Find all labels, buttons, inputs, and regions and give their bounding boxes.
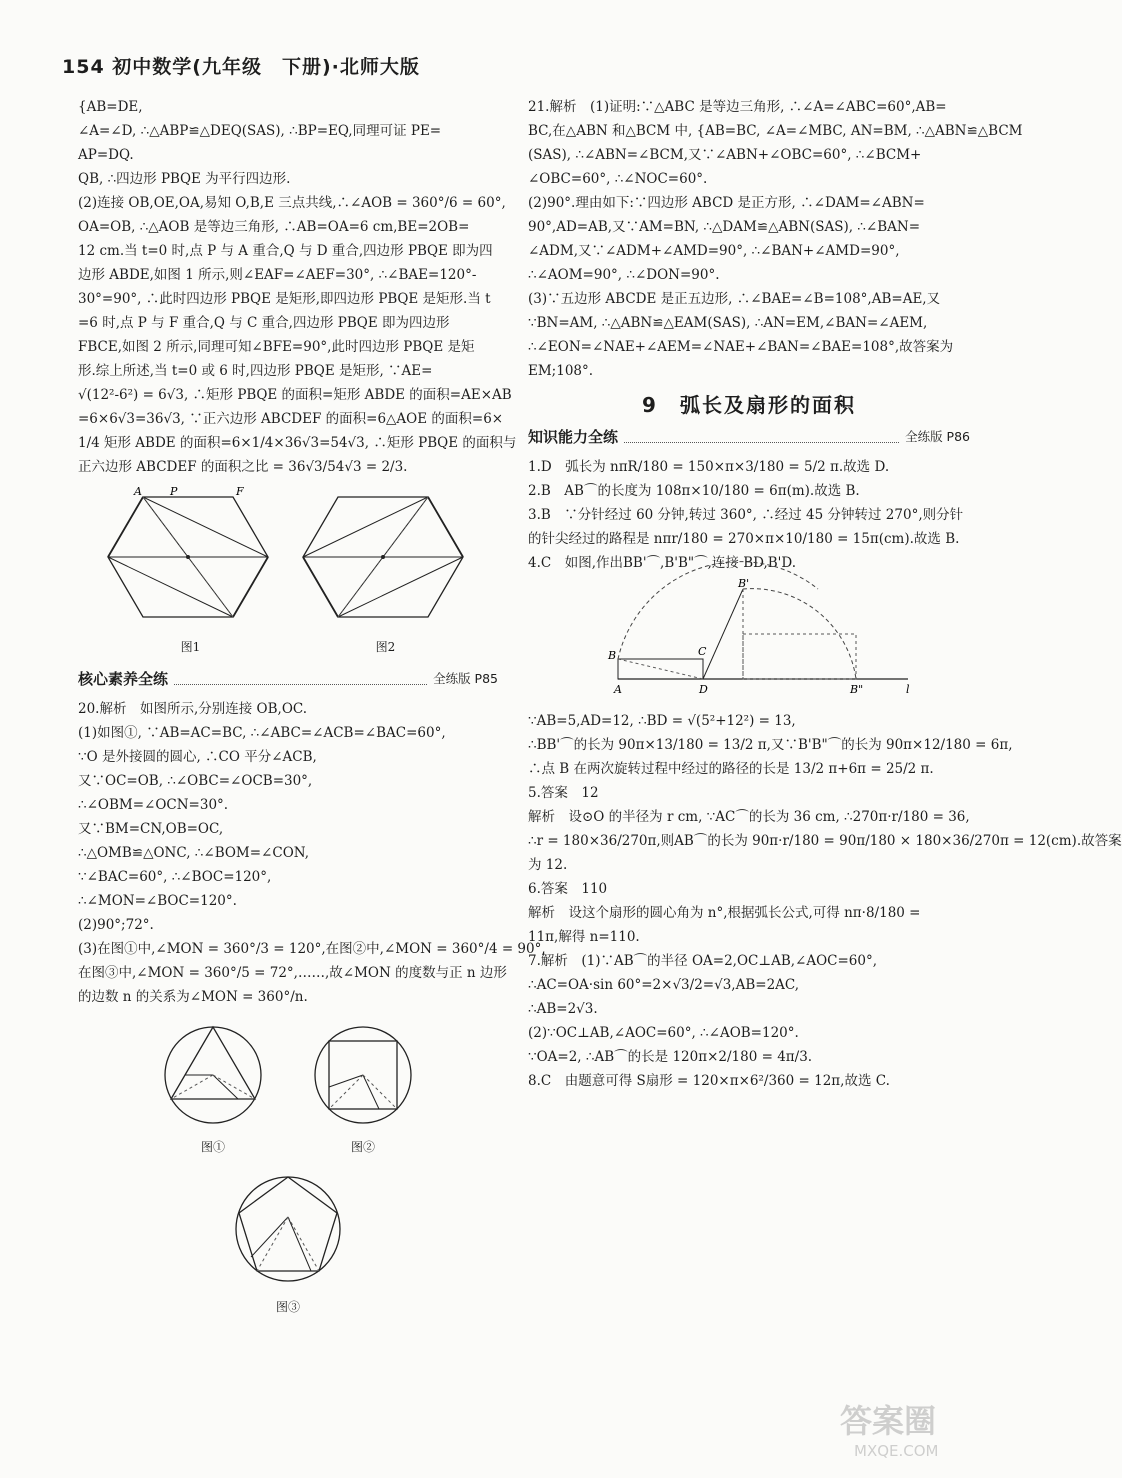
q19-solution [78, 95, 517, 479]
text-line: 1.D 弧长为 nπR/180 = 150×π×3/180 = 5/2 π.故选 D. [528, 459, 890, 475]
circle-caption-2: 图② [350, 1140, 375, 1154]
text-line: 形.综上所述,当 t=0 或 6 时,四边形 PBQE 是矩形, ∵AE= [78, 363, 433, 379]
text-line: (2)90°.理由如下:∵四边形 ABCD 是正方形, ∴∠DAM=∠ABN= [528, 195, 925, 211]
answers-4-8 [528, 709, 1122, 1093]
text-line: 5.答案 12 [528, 785, 599, 801]
circle-caption-3: 图③ [275, 1300, 300, 1314]
svg-text:MXQE.COM: MXQE.COM [854, 1442, 939, 1460]
text-line: 20.解析 如图所示,分别连接 OB,OC. [78, 701, 308, 717]
circle-figure-1 [153, 1017, 273, 1159]
text-line: 正六边形 ABCDEF 的面积之比 = 36√3/54√3 = 2/3. [78, 459, 408, 475]
text-line: ∠ADM,又∵∠ADM+∠AMD=90°, ∴∠BAN+∠AMD=90°, [528, 243, 900, 259]
text-line: AP=DQ. [78, 147, 134, 163]
label-p: P [170, 485, 178, 498]
text-line: 解析 设这个扇形的圆心角为 n°,根据弧长公式,可得 nπ·8/180 = [528, 905, 921, 921]
text-line: ∵OA=2, ∴AB⌒的长是 120π×2/180 = 4π/3. [528, 1049, 813, 1065]
circle-figures-top [78, 1017, 498, 1159]
text-line: 在图③中,∠MON = 360°/5 = 72°,……,故∠MON 的度数与正 n 边形 [78, 965, 507, 981]
text-line: 8.C 由题意可得 S扇形 = 120×π×6²/360 = 12π,故选 C. [528, 1073, 890, 1089]
text-line: ∴AC=OA·sin 60°=2×√3/2=√3,AB=2AC, [528, 977, 800, 993]
section-core-literacy [78, 667, 498, 691]
text-line: 30°=90°, ∴此时四边形 PBQE 是矩形,即四边形 PBQE 是矩形.当 t [78, 291, 491, 307]
text-line: ∵O 是外接圆的圆心, ∴CO 平分∠ACB, [78, 749, 317, 765]
text-line: (2)∵OC⊥AB,∠AOC=60°, ∴∠AOB=120°. [528, 1025, 799, 1041]
section-ref-knowledge: 全练版 P86 [905, 429, 970, 444]
circle-figures-bottom [78, 1167, 498, 1319]
text-line: ∴∠AOM=90°, ∴∠DON=90°. [528, 267, 720, 283]
text-line: (1)如图①, ∵AB=AC=BC, ∴∠ABC=∠ACB=∠BAC=60°, [78, 725, 446, 741]
text-line: ∠A=∠D, ∴△ABP≌△DEQ(SAS), ∴BP=EQ,同理可证 PE= [78, 123, 442, 139]
text-line: ∴∠OBM=∠OCN=30°. [78, 797, 229, 813]
section-ref: 全练版 P85 [433, 671, 498, 686]
text-line: 21.解析 (1)证明:∵△ABC 是等边三角形, ∴∠A=∠ABC=60°,AB= [528, 99, 947, 115]
label-a-fig4: A [614, 683, 622, 696]
section-title-knowledge: 知识能力全练 [528, 428, 619, 446]
text-line: 6.答案 110 [528, 881, 608, 897]
text-line: 又∵BM=CN,OB=OC, [78, 821, 224, 837]
text-line: (SAS), ∴∠ABN=∠BCM,又∵∠ABN+∠OBC=60°, ∴∠BCM+ [528, 147, 922, 163]
text-line: 为 12. [528, 857, 568, 873]
text-line: √(12²-6²) = 6√3, ∴矩形 PBQE 的面积=矩形 ABDE 的面积=AE×AB [78, 387, 512, 403]
text-line: ∴AB=2√3. [528, 1001, 598, 1017]
text-line: EM;108°. [528, 363, 594, 379]
text-line: 边形 ABDE,如图 1 所示,则∠EAF=∠AEF=30°, ∴∠BAE=120°- [78, 267, 477, 283]
text-line: 90°,AD=AB,又∵AM=BN, ∴△DAM≌△ABN(SAS), ∴∠BAN= [528, 219, 921, 235]
hexagon-figures [78, 487, 498, 659]
circle-figure-3 [223, 1167, 353, 1319]
label-d: D [699, 683, 708, 696]
label-b-double: B" [850, 683, 864, 696]
text-line: {AB=DE, [78, 99, 143, 115]
q20-solution [78, 697, 546, 1009]
figure-2 [303, 487, 468, 659]
text-line: ∴BB'⌒的长为 90π×13/180 = 13/2 π,又∵B'B"⌒的长为 90π×12/180 = 6π, [528, 737, 1013, 753]
text-line: 11π,解得 n=110. [528, 929, 640, 945]
text-line: (3)在图①中,∠MON = 360°/3 = 120°,在图②中,∠MON = 360°/4 = 90°, [78, 941, 546, 957]
label-a: A [134, 485, 142, 498]
section-knowledge [528, 425, 970, 449]
text-line: 7.解析 (1)∵AB⌒的半径 OA=2,OC⊥AB,∠AOC=60°, [528, 953, 878, 969]
text-line: (3)∵五边形 ABCDE 是正五边形, ∴∠BAE=∠B=108°,AB=AE,又 [528, 291, 941, 307]
answers-1-4 [528, 455, 970, 575]
text-line: ∴∠MON=∠BOC=120°. [78, 893, 237, 909]
chapter-title: 9 弧长及扇形的面积 [642, 393, 856, 417]
text-line: 解析 设⊙O 的半径为 r cm, ∵AC⌒的长为 36 cm, ∴270π·r/180 = 36, [528, 809, 970, 825]
text-line: ∵BN=AM, ∴△ABN≌△EAM(SAS), ∴AN=EM,∠BAN=∠AEM, [528, 315, 928, 331]
text-line: 12 cm.当 t=0 时,点 P 与 A 重合,Q 与 D 重合,四边形 PBQE 即为四 [78, 243, 493, 259]
q21-solution [528, 95, 1023, 383]
label-b: B [608, 649, 617, 662]
figure-1-caption: 图1 [180, 640, 201, 654]
text-line: (2)90°;72°. [78, 917, 154, 933]
text-line: =6 时,点 P 与 F 重合,Q 与 C 重合,四边形 PBQE 即为四边形 [78, 315, 450, 331]
text-line: 的边数 n 的关系为∠MON = 360°/n. [78, 989, 308, 1005]
text-line: OA=OB, ∴△AOB 是等边三角形, ∴AB=OA=6 cm,BE=2OB= [78, 219, 470, 235]
text-line: 1/4 矩形 ABDE 的面积=6×1/4×36√3=54√3, ∴矩形 PBQE 的面积与 [78, 435, 517, 451]
text-line: ∴∠EON=∠NAE+∠AEM=∠NAE+∠BAN=∠BAE=108°,故答案为 [528, 339, 954, 355]
right-column [528, 95, 1122, 1093]
watermark-logo [832, 1394, 982, 1464]
rotation-figure [588, 579, 970, 705]
text-line: 3.B ∵分针经过 60 分钟,转过 360°, ∴经过 45 分钟转过 270°,则分针 [528, 507, 964, 523]
text-line: QB, ∴四边形 PBQE 为平行四边形. [78, 171, 291, 187]
text-line: ∴点 B 在两次旋转过程中经过的路径的长是 13/2 π+6π = 25/2 π. [528, 761, 934, 777]
label-f: F [236, 485, 244, 498]
text-line: 4.C 如图,作出BB'⌒,B'B"⌒,连接 BD,B'D. [528, 555, 797, 571]
hexagon-figure-2 [303, 487, 468, 627]
hexagon-figure-1 [108, 487, 273, 627]
text-line: (2)连接 OB,OE,OA,易知 O,B,E 三点共线,∴∠AOB = 360°/6 = 60°, [78, 195, 506, 211]
section-title: 核心素养全练 [78, 670, 169, 688]
text-line: ∵∠BAC=60°, ∴∠BOC=120°, [78, 869, 272, 885]
text-line: FBCE,如图 2 所示,同理可知∠BFE=90°,此时四边形 PBQE 是矩 [78, 339, 475, 355]
section-dots-knowledge [624, 432, 899, 443]
text-line: 又∵OC=OB, ∴∠OBC=∠OCB=30°, [78, 773, 313, 789]
text-line: ∴r = 180×36/270π,则AB⌒的长为 90π·r/180 = 90π/180 × 180×36/270π = 12(cm).故答案 [528, 833, 1122, 849]
circle-caption-1: 图① [200, 1140, 225, 1154]
circle-figure-2 [303, 1017, 423, 1159]
left-column [78, 95, 546, 1327]
text-line: =6×6√3=36√3, ∵正六边形 ABCDEF 的面积=6△AOE 的面积=6× [78, 411, 504, 427]
label-l: l [906, 683, 910, 696]
label-b-prime: B' [738, 577, 750, 590]
figure-2-caption: 图2 [375, 640, 396, 654]
text-line: ∵AB=5,AD=12, ∴BD = √(5²+12²) = 13, [528, 713, 796, 729]
text-line: ∠OBC=60°, ∴∠NOC=60°. [528, 171, 708, 187]
text-line: 2.B AB⌒的长度为 108π×10/180 = 6π(m).故选 B. [528, 483, 860, 499]
label-c: C [698, 645, 707, 658]
text-line: BC,在△ABN 和△BCM 中, {AB=BC, ∠A=∠MBC, AN=BM, ∴△ABN≌△BCM [528, 123, 1023, 139]
text-line: ∴△OMB≌△ONC, ∴∠BOM=∠CON, [78, 845, 310, 861]
section-dots [174, 674, 427, 685]
text-line: 的针尖经过的路程是 nπr/180 = 270×π×10/180 = 15π(cm).故选 B. [528, 531, 960, 547]
page-header: 154 初中数学(九年级 下册)·北师大版 [62, 56, 420, 78]
figure-1 [108, 487, 273, 659]
svg-text:答案圈: 答案圈 [840, 1402, 937, 1440]
